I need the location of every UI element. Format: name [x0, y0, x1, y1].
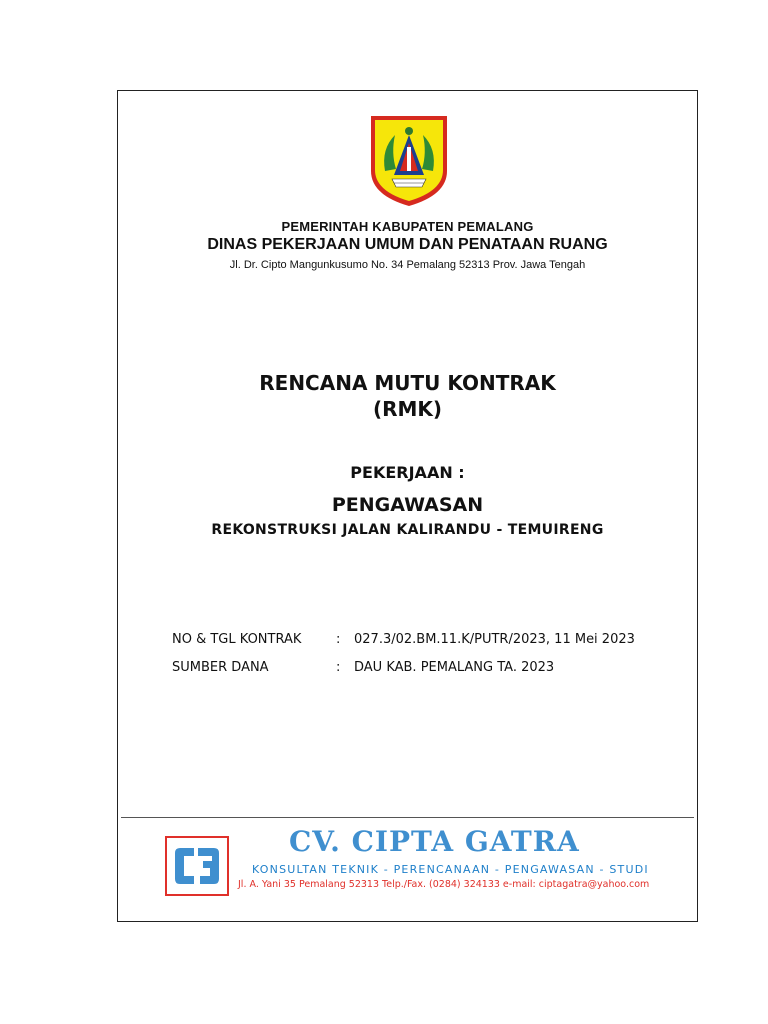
- company-name: CV. CIPTA GATRA: [289, 825, 580, 858]
- company-contact: Jl. A. Yani 35 Pemalang 52313 Telp./Fax. (0284) 324133 e-mail: ciptagatra@yahoo.com: [238, 879, 650, 890]
- document-page: [117, 90, 698, 922]
- contract-number-separator: :: [336, 632, 341, 647]
- document-title-abbreviation: (RMK): [372, 397, 443, 421]
- department-address: Jl. Dr. Cipto Mangunkusumo No. 34 Pemalang 52313 Prov. Jawa Tengah: [229, 259, 586, 271]
- job-title: PENGAWASAN: [331, 494, 484, 516]
- footer-divider: [121, 817, 694, 818]
- job-label: PEKERJAAN :: [350, 463, 465, 482]
- funding-source-value: DAU KAB. PEMALANG TA. 2023: [354, 660, 555, 675]
- job-subtitle: REKONSTRUKSI JALAN KALIRANDU - TEMUIRENG: [211, 522, 604, 538]
- department-name: DINAS PEKERJAAN UMUM DAN PENATAAN RUANG: [207, 236, 608, 253]
- funding-source-label: SUMBER DANA: [172, 660, 269, 675]
- company-tagline: KONSULTAN TEKNIK - PERENCANAAN - PENGAWASAN - STUDI: [252, 863, 649, 876]
- document-title: RENCANA MUTU KONTRAK: [259, 371, 556, 395]
- funding-source-separator: :: [336, 660, 341, 675]
- government-name: PEMERINTAH KABUPATEN PEMALANG: [281, 219, 534, 234]
- contract-number-value: 027.3/02.BM.11.K/PUTR/2023, 11 Mei 2023: [354, 632, 635, 647]
- regency-emblem-icon: [368, 113, 450, 209]
- contract-number-label: NO & TGL KONTRAK: [172, 632, 302, 647]
- company-logo-icon: [165, 836, 229, 896]
